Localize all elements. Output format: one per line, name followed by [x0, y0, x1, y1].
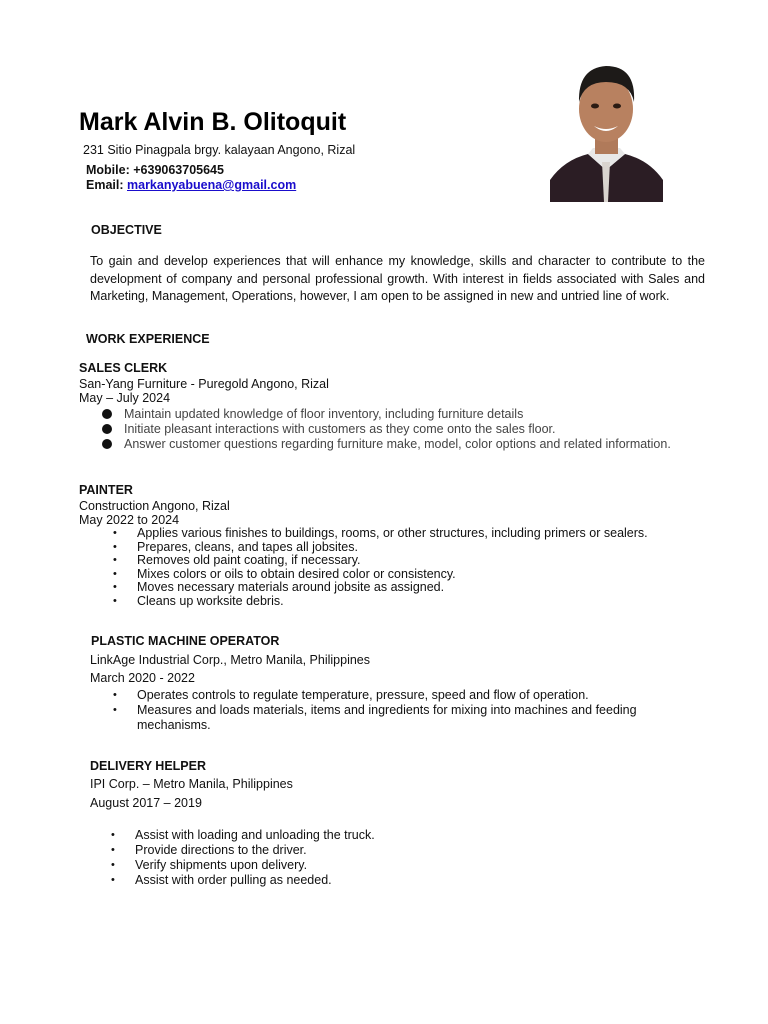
address: 231 Sitio Pinagpala brgy. kalayaan Angono, Rizal: [83, 143, 356, 157]
small-bullet-icon: •: [113, 527, 117, 539]
bullet-text: Provide directions to the driver.: [135, 843, 307, 857]
list-item: [102, 437, 671, 452]
list-item: [113, 541, 648, 555]
email-line: [86, 178, 296, 192]
round-bullet-icon: [102, 409, 112, 419]
job-title: PLASTIC MACHINE OPERATOR: [91, 634, 280, 648]
mobile-number: +639063705645: [133, 163, 224, 177]
job-bullets: [113, 688, 673, 733]
email-link[interactable]: markanyabuena@gmail.com: [127, 178, 297, 192]
bullet-text: Assist with order pulling as needed.: [135, 873, 332, 887]
candidate-name: Mark Alvin B. Olitoquit: [79, 108, 347, 136]
list-item: [113, 527, 648, 541]
job-dates: May – July 2024: [79, 391, 171, 405]
bullet-text: Initiate pleasant interactions with customers as they come onto the sales floor.: [124, 422, 556, 436]
small-bullet-icon: •: [111, 829, 115, 841]
bullet-text: Maintain updated knowledge of floor inventory, including furniture details: [124, 407, 524, 421]
round-bullet-icon: [102, 424, 112, 434]
list-item: [111, 873, 375, 888]
list-item: [111, 843, 375, 858]
list-item: [113, 703, 673, 733]
bullet-text: Measures and loads materials, items and ingredients for mixing into machines and feeding mechanisms.: [137, 703, 637, 732]
bullet-text: Removes old paint coating, if necessary.: [137, 553, 361, 567]
bullet-text: Applies various finishes to buildings, rooms, or other structures, including primers or sealers.: [137, 526, 648, 540]
job-bullets: [102, 407, 671, 452]
small-bullet-icon: •: [111, 874, 115, 886]
job-company: Construction Angono, Rizal: [79, 499, 230, 513]
job-dates: August 2017 – 2019: [90, 796, 202, 810]
round-bullet-icon: [102, 439, 112, 449]
job-dates: March 2020 - 2022: [90, 671, 195, 685]
small-bullet-icon: •: [113, 594, 117, 607]
bullet-text: Moves necessary materials around jobsite as assigned.: [137, 580, 445, 594]
bullet-text: Assist with loading and unloading the truck.: [135, 828, 375, 842]
list-item: [111, 858, 375, 873]
small-bullet-icon: •: [113, 540, 117, 553]
job-title: DELIVERY HELPER: [90, 759, 206, 773]
objective-heading: OBJECTIVE: [91, 223, 162, 237]
list-item: [111, 828, 375, 843]
profile-photo: [550, 52, 663, 202]
list-item: [113, 581, 648, 595]
bullet-text: Operates controls to regulate temperature, pressure, speed and flow of operation.: [137, 688, 589, 702]
small-bullet-icon: •: [113, 581, 117, 593]
job-title: PAINTER: [79, 483, 133, 497]
mobile-label: Mobile:: [86, 163, 130, 177]
job-dates: May 2022 to 2024: [79, 513, 180, 527]
small-bullet-icon: •: [113, 689, 117, 701]
bullet-text: Verify shipments upon delivery.: [135, 858, 308, 872]
bullet-text: Prepares, cleans, and tapes all jobsites.: [137, 539, 358, 554]
list-item: [113, 568, 648, 582]
email-label: Email:: [86, 178, 124, 192]
bullet-text: Answer customer questions regarding furniture make, model, color options and related information.: [124, 437, 671, 451]
job-company: LinkAge Industrial Corp., Metro Manila, Philippines: [90, 653, 370, 667]
list-item: [113, 688, 673, 703]
list-item: [113, 595, 648, 609]
job-bullets: [111, 828, 375, 888]
bullet-text: Mixes colors or oils to obtain desired color or consistency.: [137, 566, 456, 581]
small-bullet-icon: •: [113, 554, 117, 566]
job-company: IPI Corp. – Metro Manila, Philippines: [90, 777, 293, 791]
small-bullet-icon: •: [111, 859, 115, 871]
list-item: [113, 554, 648, 568]
mobile-line: [86, 163, 224, 177]
small-bullet-icon: •: [111, 844, 115, 856]
job-bullets: [113, 527, 648, 608]
small-bullet-icon: •: [113, 704, 117, 716]
work-experience-heading: WORK EXPERIENCE: [86, 332, 210, 346]
list-item: [102, 422, 671, 437]
small-bullet-icon: •: [113, 567, 117, 580]
job-company: San-Yang Furniture - Puregold Angono, Rizal: [79, 377, 329, 391]
job-title: SALES CLERK: [79, 361, 168, 375]
bullet-text: Cleans up worksite debris.: [137, 593, 284, 608]
list-item: [102, 407, 671, 422]
objective-text: To gain and develop experiences that will enhance my knowledge, skills and character to contribute to the development of company and personal professional growth. With interest in fields associated with Sales and Marketing, Management, Operations, however, I am open to be assigned in new and untried line of work.: [90, 254, 705, 303]
